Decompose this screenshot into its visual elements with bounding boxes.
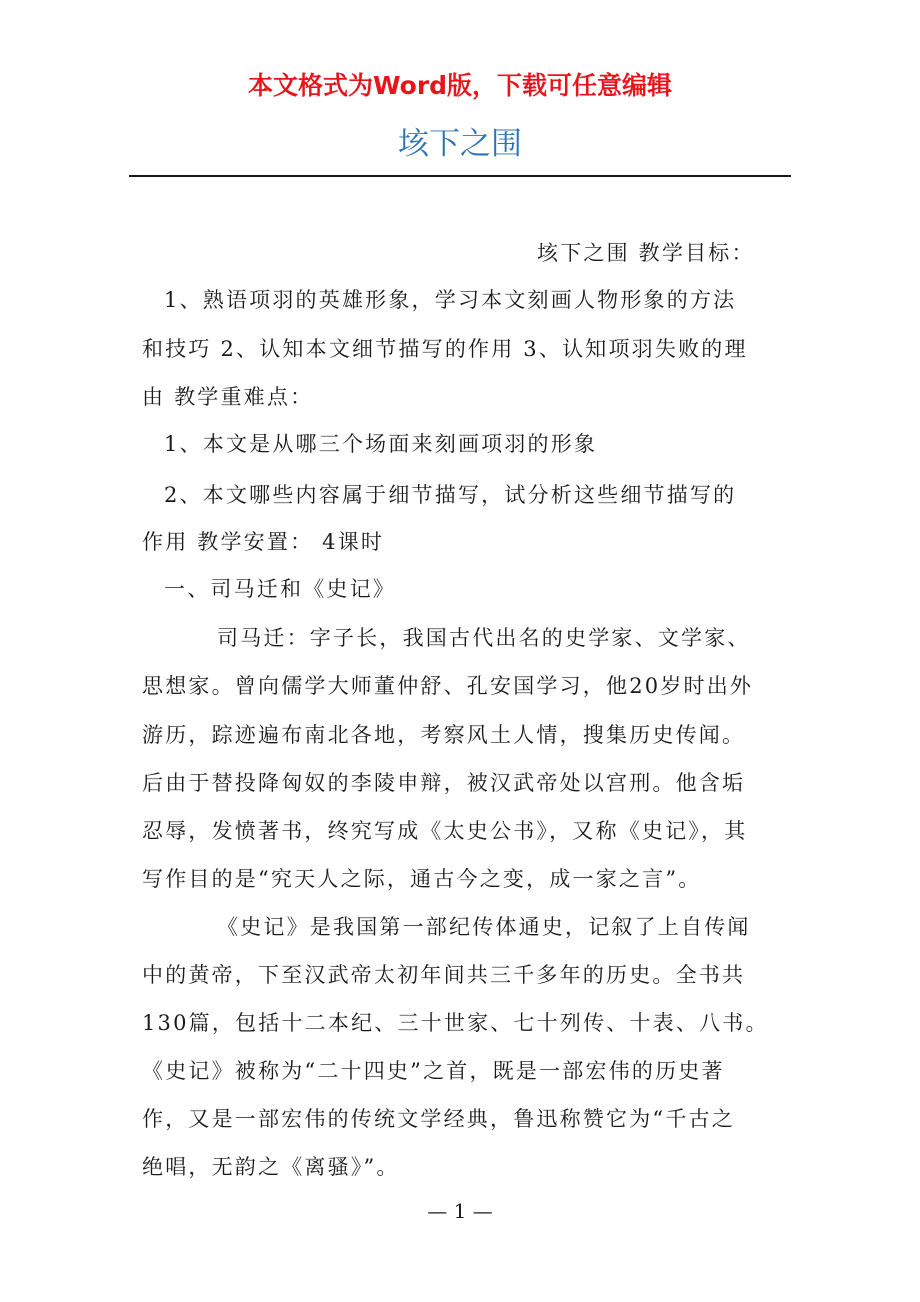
paragraph-line: 司马迁：字子长，我国古代出名的史学家、文学家、 (217, 626, 751, 650)
paragraph-line: 和技巧 2、认知本文细节描写的作用 3、认知项羽失败的理 (142, 337, 748, 361)
paragraph-line: 1、本文是从哪三个场面来刻画项羽的形象 (164, 432, 598, 456)
format-notice-banner: 本文格式为Word版，下载可任意编辑 (247, 71, 673, 100)
paragraph-line: 《史记》被称为“二十四史”之首，既是一部宏伟的历史著 (142, 1059, 725, 1083)
paragraph-line: 由 教学重难点： (142, 385, 314, 409)
paragraph-line: 后由于替投降匈奴的李陵申辩，被汉武帝处以宫刑。他含垢 (142, 771, 746, 795)
paragraph-line: 作，又是一部宏伟的传统文学经典，鲁迅称赞它为“千古之 (142, 1107, 735, 1131)
paragraph-line: 2、本文哪些内容属于细节描写，试分析这些细节描写的 (164, 483, 737, 507)
paragraph-line: 1、熟语项羽的英雄形象，学习本文刻画人物形象的方法 (164, 288, 737, 312)
paragraph-line: 游历，踪迹遍布南北各地，考察风土人情，搜集历史传闻。 (142, 723, 746, 747)
paragraph-line: 写作目的是“究天人之际，通古今之变，成一家之言”。 (142, 867, 702, 891)
paragraph-line: 作用 教学安置： 4课时 (142, 530, 385, 554)
paragraph-line: 思想家。曾向儒学大师董仲舒、孔安国学习，他20岁时出外 (142, 674, 754, 698)
document-title: 垓下之围 (398, 126, 522, 162)
paragraph-line: 《史记》是我国第一部纪传体通史，记叙了上自传闻 (217, 915, 751, 939)
title-divider (129, 175, 791, 177)
page-number: — 1 — (427, 1199, 493, 1223)
paragraph-line: 垓下之围 教学目标： (537, 241, 755, 265)
paragraph-line: 忍辱，发愤著书，终究写成《太史公书》，又称《史记》，其 (142, 819, 748, 843)
paragraph-line: 130篇，包括十二本纪、三十世家、七十列传、十表、八书。 (142, 1011, 769, 1035)
section-heading: 一、司马迁和《史记》 (164, 577, 396, 601)
paragraph-line: 中的黄帝，下至汉武帝太初年间共三千多年的历史。全书共 (142, 963, 746, 987)
paragraph-line: 绝唱，无韵之《离骚》”。 (142, 1155, 400, 1179)
